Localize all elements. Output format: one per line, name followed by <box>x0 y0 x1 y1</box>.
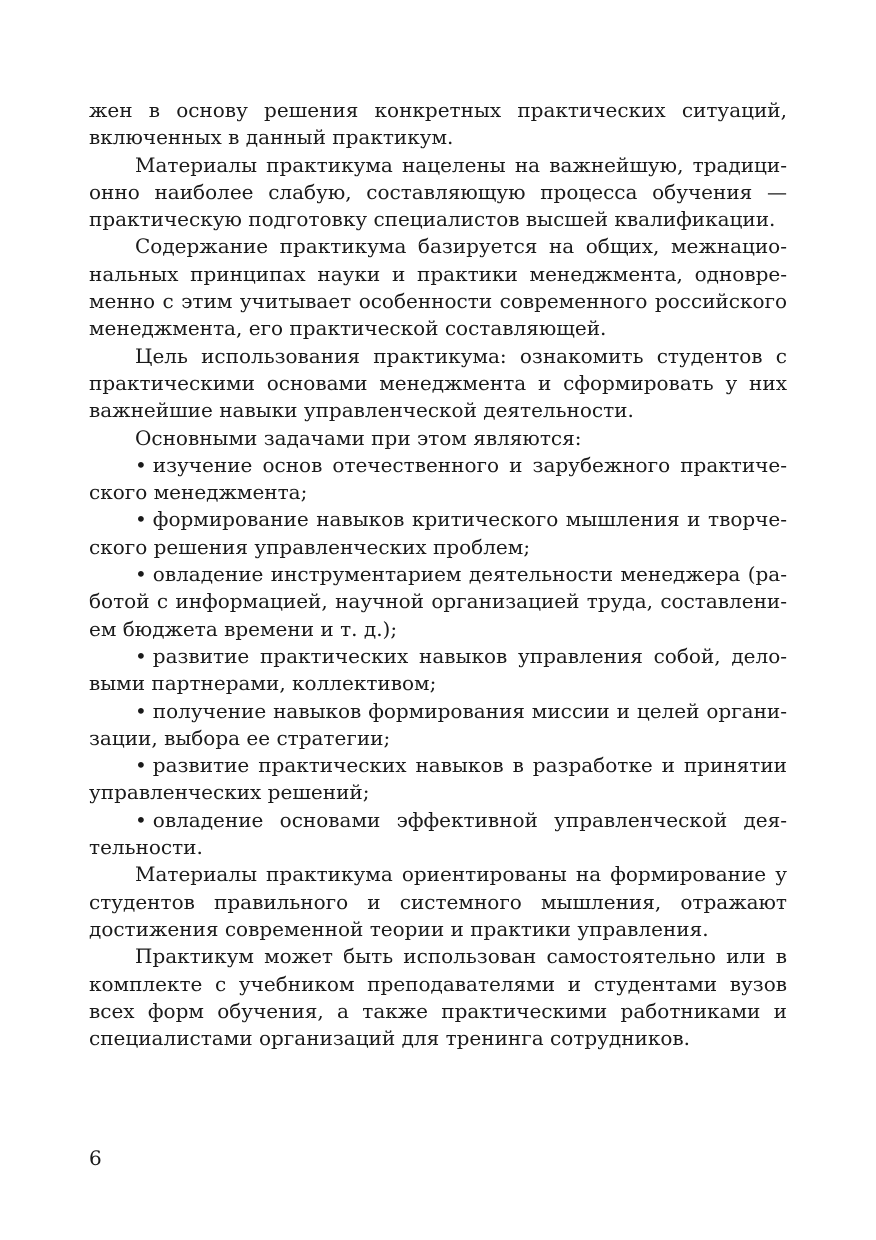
bullet-marker: • <box>135 807 147 832</box>
list-item-text: получение навыков формирования миссии и целей организации, выбора ее стратегии; <box>89 698 787 750</box>
list-item <box>89 452 787 507</box>
list-item <box>89 506 787 561</box>
bullet-marker: • <box>135 507 147 532</box>
paragraph-continuation: жен в основу решения конкретных практических ситуаций, включенных в данный практикум. <box>89 98 787 150</box>
paragraph-purpose: Цель использования практикума: ознакомить студентов с практическими основами менеджмента и сформировать у них важнейшие навыки управленческой деятельности. <box>89 343 787 423</box>
list-item-text: формирование навыков критического мышления и творческого решения управленческих проблем; <box>89 507 787 559</box>
list-item-text: развитие практических навыков управления собой, деловыми партнерами, коллективом; <box>89 643 787 696</box>
paragraph-content-basis: Содержание практикума базируется на общих, межнациональных принципах науки и практики менеджмента, одновременно с этим учитывает особенности современного российского менеджмента, его практической составляющей. <box>89 234 787 341</box>
list-item <box>89 643 787 698</box>
bullet-marker: • <box>135 698 147 723</box>
list-item <box>89 752 787 807</box>
paragraph-tasks-intro: Основными задачами при этом являются: <box>135 425 582 450</box>
list-item-text: овладение инструментарием деятельности менеджера (работой с информацией, научной организацией труда, составлением бюджета времени и т. д.); <box>89 562 787 641</box>
list-item <box>89 561 787 643</box>
paragraph-usage: Практикум может быть использован самостоятельно или в комплекте с учебником преподавателями и студентами вузов всех форм обучения, а также практическими работниками и специалистами организаций для тренинга сотрудников. <box>89 944 787 1051</box>
bullet-marker: • <box>135 643 147 668</box>
paragraph-orientation: Материалы практикума ориентированы на формирование у студентов правильного и системного мышления, отражают достижения современной теории и практики управления. <box>89 862 787 941</box>
paragraph-materials-focus: Материалы практикума нацелены на важнейшую, традиционно наиболее слабую, составляющую процесса обучения — практическую подготовку специалистов высшей квалификации. <box>89 152 787 232</box>
list-item <box>89 807 787 862</box>
list-item <box>89 698 787 753</box>
bullet-marker: • <box>135 753 147 778</box>
list-item-text: изучение основ отечественного и зарубежного практического менеджмента; <box>89 452 787 505</box>
bullet-marker: • <box>135 562 147 587</box>
page-body <box>89 97 787 1052</box>
page-number: 6 <box>89 1146 102 1170</box>
bullet-marker: • <box>135 452 147 477</box>
list-item-text: развитие практических навыков в разработке и принятии управленческих решений; <box>89 753 787 805</box>
list-item-text: овладение основами эффективной управленческой деятельности. <box>89 807 787 860</box>
